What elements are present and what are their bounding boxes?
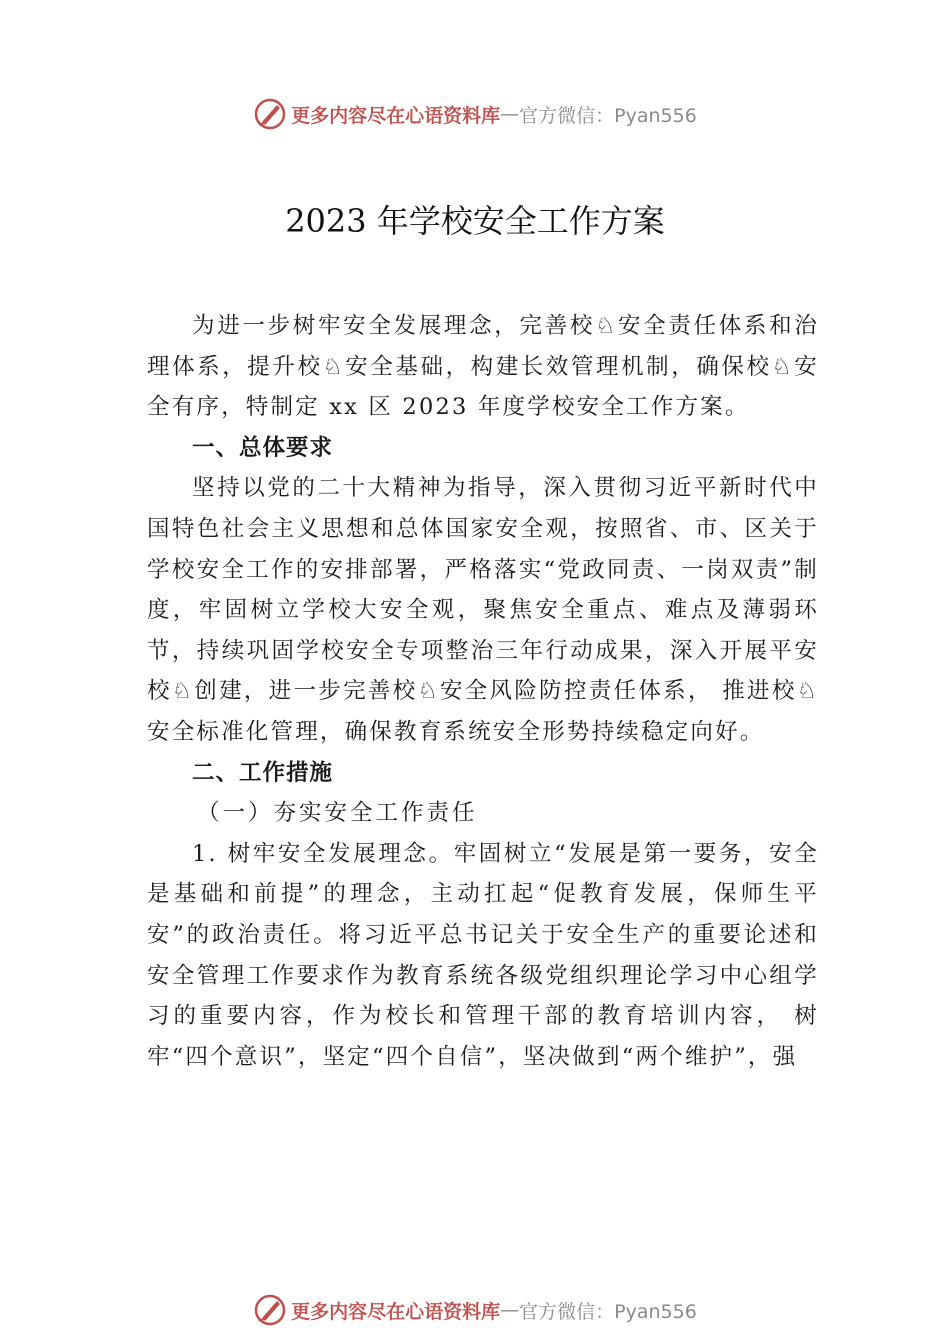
general-requirements-paragraph: 坚持以党的二十大精神为指导，深入贯彻习近平新时代中国特色社会主义思想和总体国家安全观，按照省、市、区关于学校安全工作的安排部署，严格落实“党政同责、一岗双责”制度，牢固树立学校大安全观，聚焦安全重点、难点及薄弱环节，持续巩固学校安全专项整治三年行动成果，深入开展平安校♘创建，进一步完善校♘安全风险防控责任体系， 推进校♘安全标准化管理，确保教育系统安全形势持续稳定向好。 [147, 475, 819, 745]
item-1-paragraph: 1. 树牢安全发展理念。牢固树立“发展是第一要务，安全是基础和前提”的理念，主动扛起“促教育发展，保师生平安”的政治责任。将习近平总书记关于安全生产的重要论述和安全管理工作要求作为教育系统各级党组织理论学习中心组学习的重要内容，作为校长和管理干部的教育培训内容， 树牢“四个意识”，坚定“四个自信”，坚决做到“两个维护”，强 [147, 840, 819, 1070]
banner-wechat-text: 官方微信：Pyan556 [519, 104, 697, 127]
footer-dash: — [500, 1299, 520, 1321]
header-banner [0, 94, 950, 134]
banner-brand-text: 更多内容尽在心语资料库 [291, 104, 501, 127]
section-heading-work-measures: 二、工作措施 [192, 759, 334, 786]
footer-wechat-text: 官方微信：Pyan556 [519, 1300, 697, 1323]
section-heading-general-requirements: 一、总体要求 [192, 434, 334, 461]
quill-pen-logo-icon [253, 1293, 287, 1327]
page-title: 2023 年学校安全工作方案 [285, 202, 665, 240]
subsection-heading-safety-responsibility: （一）夯实安全工作责任 [197, 800, 478, 827]
footer-brand-text: 更多内容尽在心语资料库 [291, 1300, 501, 1323]
banner-dash: — [500, 103, 520, 125]
quill-pen-logo-icon [253, 97, 287, 131]
document-body [147, 306, 819, 1077]
footer-banner [0, 1290, 950, 1330]
intro-paragraph: 为进一步树牢安全发展理念，完善校♘安全责任体系和治理体系，提升校♘安全基础，构建长效管理机制，确保校♘安全有序，特制定 xx 区 2023 年度学校安全工作方案。 [147, 313, 819, 421]
